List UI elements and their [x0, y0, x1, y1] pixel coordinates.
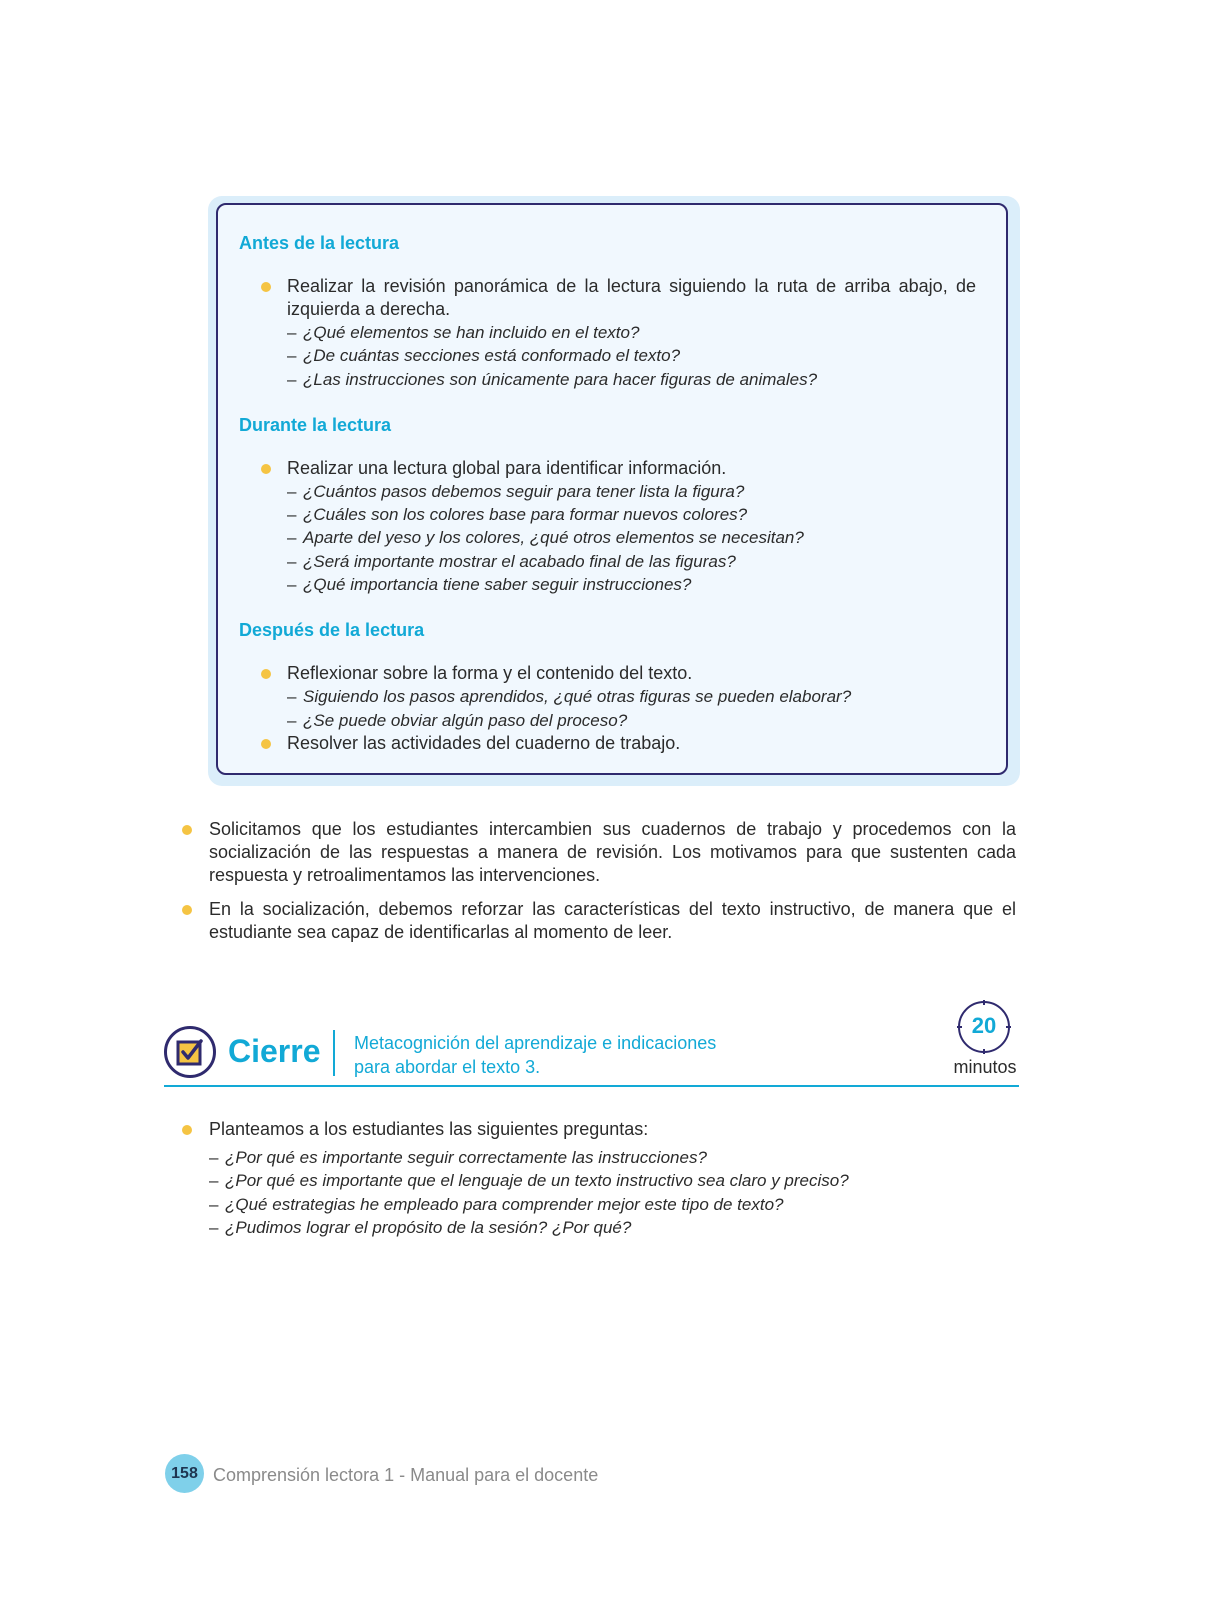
cierre-subtitle	[354, 1031, 774, 1079]
list-item	[180, 1118, 1016, 1141]
question-text: ¿Por qué es importante seguir correctamente las instrucciones?	[225, 1148, 707, 1167]
list-item	[180, 898, 1016, 944]
bullet-text: Realizar la revisión panorámica de la lectura siguiendo la ruta de arriba abajo, de izquierda a derecha.	[287, 276, 976, 319]
bullet-list	[239, 457, 976, 596]
question-text: ¿Pudimos lograr el propósito de la sesión? ¿Por qué?	[225, 1217, 632, 1237]
question-text: ¿Las instrucciones son únicamente para hacer figuras de animales?	[303, 369, 818, 389]
list-item	[180, 818, 1016, 887]
question-item	[209, 1169, 849, 1192]
list-item	[239, 457, 976, 596]
question-text: Aparte del yeso y los colores, ¿qué otros elementos se necesitan?	[303, 528, 804, 548]
list-item	[239, 275, 976, 391]
question-item	[287, 550, 976, 573]
bullet-text: Reflexionar sobre la forma y el contenido del texto.	[287, 663, 693, 684]
bullet-icon	[261, 464, 271, 474]
question-item	[287, 573, 976, 596]
question-item	[209, 1193, 849, 1216]
section-after	[239, 618, 976, 755]
question-list	[287, 480, 976, 596]
dash-icon: –	[287, 575, 297, 595]
question-list	[287, 685, 976, 732]
bullet-text: Solicitamos que los estudiantes intercambien sus cuadernos de trabajo y procedemos con la socialización de las respuestas a manera de revisión. Los motivamos para que sustenten cada respuesta y retroalimentamos las intervenciones.	[209, 819, 1016, 885]
question-item	[287, 526, 976, 549]
question-text: ¿Qué estrategias he empleado para comprender mejor este tipo de texto?	[225, 1194, 784, 1214]
question-item	[287, 368, 976, 391]
question-text: ¿Qué elementos se han incluido en el texto?	[303, 323, 640, 342]
question-text: ¿Cuántos pasos debemos seguir para tener lista la figura?	[303, 481, 745, 501]
question-item	[287, 709, 976, 732]
dash-icon: –	[287, 528, 297, 548]
cierre-rule	[164, 1085, 1019, 1087]
cierre-bullet-list	[180, 1118, 1016, 1147]
section-title-during: Durante la lectura	[239, 414, 392, 435]
bullet-text: En la socialización, debemos reforzar las características del texto instructivo, de manera que el estudiante sea capaz de identificarlas al momento de leer.	[209, 899, 1016, 942]
bullet-icon	[182, 905, 192, 915]
dash-icon: –	[209, 1148, 219, 1167]
footer-text: Comprensión lectora 1 - Manual para el docente	[213, 1465, 599, 1485]
dash-icon: –	[287, 346, 297, 366]
dash-icon: –	[287, 710, 297, 730]
question-item	[287, 685, 976, 708]
question-text: ¿Cuáles son los colores base para formar nuevos colores?	[303, 505, 748, 525]
dash-icon: –	[287, 551, 297, 571]
question-item	[287, 344, 976, 367]
cierre-subtitle-line2: para abordar el texto 3.	[354, 1057, 541, 1077]
question-text: ¿Se puede obviar algún paso del proceso?	[303, 710, 628, 730]
page-number: 158	[165, 1454, 204, 1493]
question-text: ¿Será importante mostrar el acabado final de las figuras?	[303, 551, 736, 571]
bullet-icon	[182, 825, 192, 835]
section-title-before: Antes de la lectura	[239, 233, 400, 253]
question-item	[287, 503, 976, 526]
reading-strategies-inner	[216, 203, 1008, 775]
dash-icon: –	[287, 687, 297, 707]
question-item	[287, 480, 976, 503]
main-bullet-list	[180, 818, 1016, 955]
cierre-divider	[333, 1030, 335, 1076]
cierre-title: Cierre	[228, 1033, 321, 1069]
question-item	[287, 321, 976, 344]
section-during	[239, 413, 976, 596]
bullet-icon	[182, 1125, 192, 1135]
dash-icon: –	[209, 1194, 219, 1214]
cierre-subtitle-line1: Metacognición del aprendizaje e indicaciones	[354, 1033, 717, 1053]
bullet-text: Resolver las actividades del cuaderno de trabajo.	[287, 732, 681, 753]
list-item	[239, 732, 976, 755]
question-text: ¿De cuántas secciones está conformado el texto?	[303, 346, 681, 366]
bullet-icon	[261, 282, 271, 292]
section-title-after: Después de la lectura	[239, 620, 425, 641]
section-before	[239, 231, 976, 391]
dash-icon: –	[287, 481, 297, 501]
dash-icon: –	[209, 1171, 219, 1191]
checkbox-icon	[164, 1026, 216, 1078]
dash-icon: –	[209, 1217, 219, 1237]
question-list	[287, 321, 976, 391]
question-text: ¿Qué importancia tiene saber seguir instrucciones?	[303, 575, 692, 595]
cierre-question-list	[209, 1146, 849, 1239]
bullet-list	[239, 662, 976, 755]
bullet-icon	[261, 739, 271, 749]
timer-unit: minutos	[953, 1057, 1017, 1077]
question-item	[209, 1146, 849, 1169]
reading-strategies-box	[208, 196, 1020, 786]
dash-icon: –	[287, 369, 297, 389]
question-text: Siguiendo los pasos aprendidos, ¿qué otras figuras se pueden elaborar?	[303, 687, 852, 707]
list-item	[239, 662, 976, 732]
timer-icon	[958, 1001, 1010, 1053]
timer-value: 20	[971, 1013, 997, 1038]
question-text: ¿Por qué es importante que el lenguaje de un texto instructivo sea claro y preciso?	[225, 1171, 849, 1191]
bullet-text: Planteamos a los estudiantes las siguientes preguntas:	[209, 1119, 649, 1139]
bullet-icon	[261, 669, 271, 679]
question-item	[209, 1216, 849, 1239]
bullet-list	[239, 275, 976, 391]
dash-icon: –	[287, 505, 297, 525]
dash-icon: –	[287, 323, 297, 342]
bullet-text: Realizar una lectura global para identificar información.	[287, 457, 727, 478]
